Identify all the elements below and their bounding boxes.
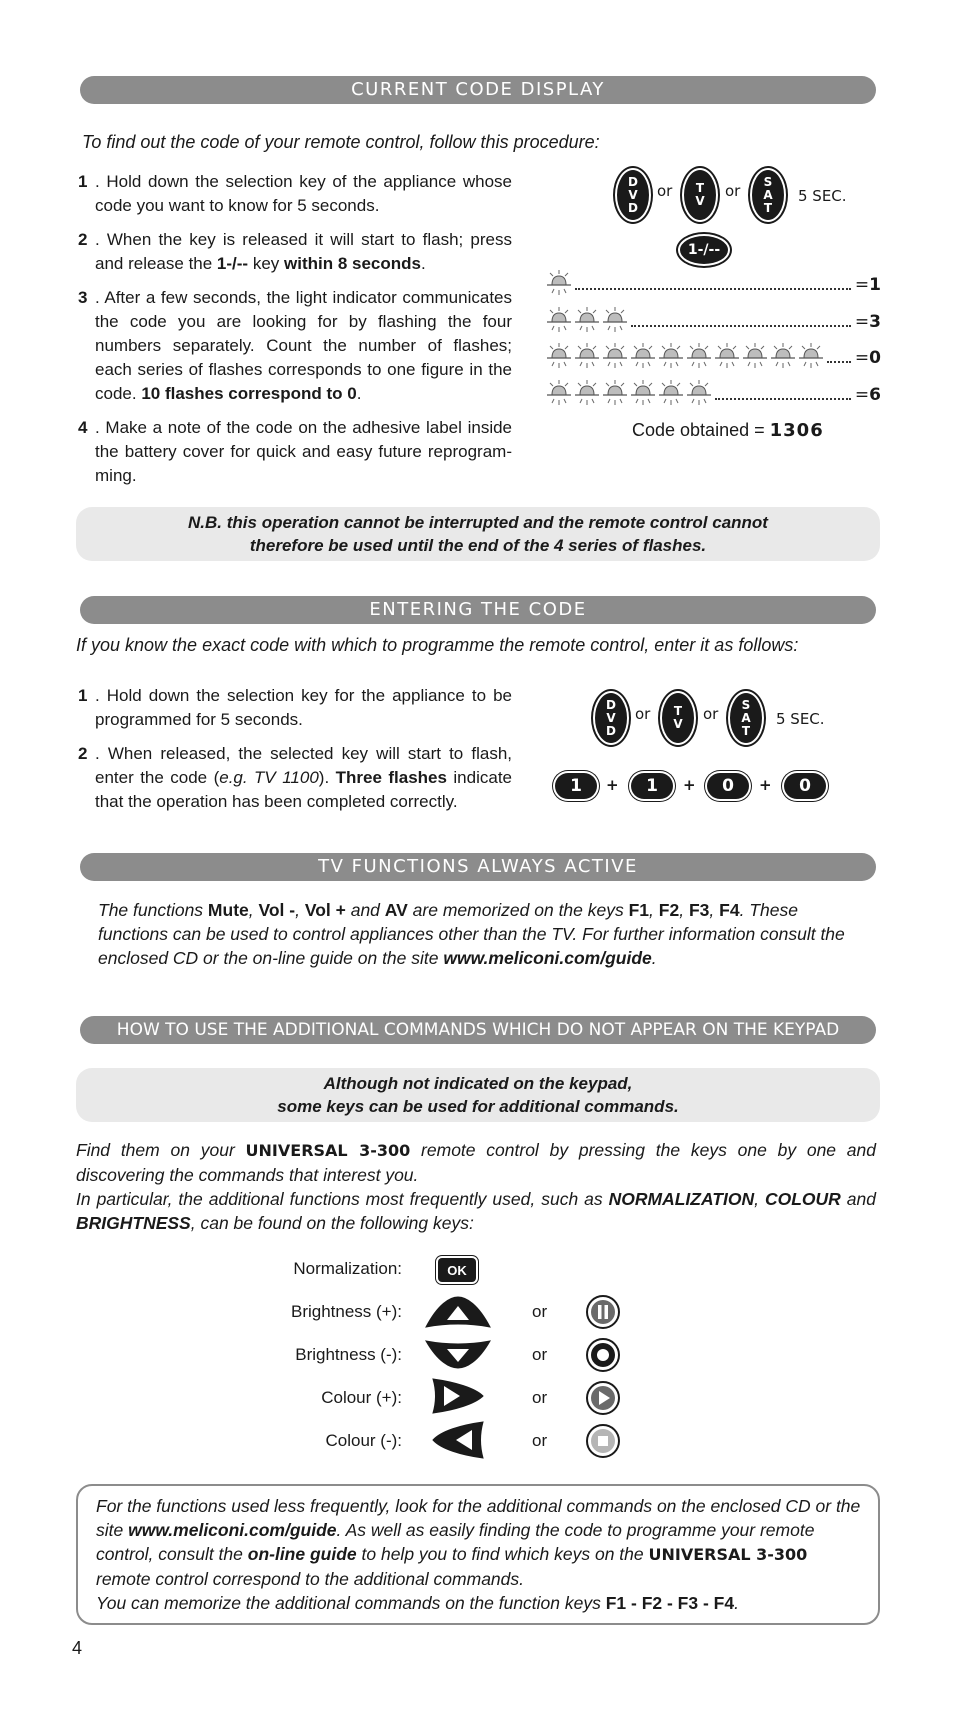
text: You can memorize the additional commands on the function keys — [96, 1593, 606, 1613]
flash-bulbs — [545, 270, 573, 300]
step-number: 3 — [78, 288, 88, 307]
text: are memorized on the keys — [407, 900, 629, 920]
flash-equals: = — [854, 385, 870, 405]
dotted-leader — [715, 398, 851, 400]
additional-paragraph — [76, 1138, 876, 1235]
entering-intro: If you know the exact code with which to programme the remote control, enter it as follows: — [76, 635, 799, 655]
text: remote control by pressing the keys one by one and discovering the commands that interest you. — [76, 1140, 877, 1185]
code-example: e.g. TV 1100 — [219, 768, 319, 787]
step-emphasis: 10 flashes correspond to 0 — [141, 384, 357, 403]
function-vol-up: Vol + — [304, 900, 346, 920]
digit-key-icon: 1-/-- — [680, 236, 728, 264]
flash-light-icon — [657, 343, 685, 373]
step-2 — [62, 742, 512, 814]
text: . — [651, 948, 657, 968]
digit-key-2: 1 — [631, 773, 673, 799]
step-text: . Hold down the selection key for the appliance to be programmed for 5 seconds. — [95, 686, 512, 729]
dotted-leader — [827, 361, 851, 363]
flash-digit: 3 — [869, 312, 881, 332]
flash-light-icon — [741, 343, 769, 373]
command-label-colour-minus: Colour (-): — [325, 1431, 402, 1450]
key-name: 1-/-- — [216, 254, 249, 273]
step-text: . — [420, 254, 426, 273]
additional-info-box — [76, 1484, 880, 1625]
flash-light-icon — [573, 307, 601, 337]
step-2 — [62, 228, 512, 276]
dvd-key-label: D V D — [606, 697, 616, 738]
flash-light-icon — [601, 307, 629, 337]
text: , — [679, 900, 689, 920]
flash-light-icon — [601, 380, 629, 410]
tv-key-label: T V — [673, 704, 683, 731]
or-label: or — [657, 182, 673, 200]
duration-label: 5 SEC. — [798, 187, 847, 205]
text: to help you to find which keys on the — [356, 1544, 649, 1564]
current-code-intro: To find out the code of your remote control, follow this procedure: — [82, 132, 600, 152]
command-label-brightness-plus: Brightness (+): — [290, 1302, 402, 1321]
flash-row — [545, 309, 881, 335]
flash-light-icon — [545, 307, 573, 337]
step-number: 1 — [78, 686, 88, 705]
dotted-leader — [575, 288, 851, 290]
command-label-brightness-minus: Brightness (-): — [295, 1345, 402, 1364]
entering-steps — [62, 684, 512, 824]
flash-light-icon — [545, 380, 573, 410]
function-keys: F1 - F2 - F3 - F4 — [605, 1593, 735, 1613]
step-text: . After a few seconds, the light indicator communicates the code you are looking for by flashing the four numbers separately. Count the number of flashes; each series of flashes corresponds to one figure in the code. — [95, 288, 512, 403]
brightness-term: BRIGHTNESS — [76, 1213, 191, 1233]
product-name: UNIVERSAL 3-300 — [648, 1545, 808, 1564]
code-obtained-label: Code obtained = — [632, 420, 770, 440]
normalization-term: NORMALIZATION — [608, 1189, 755, 1209]
guide-link[interactable]: www.meliconi.com/guide — [443, 948, 652, 968]
dvd-key-icon — [595, 693, 627, 743]
flash-light-icon — [629, 343, 657, 373]
plus-sign: + — [759, 776, 772, 794]
step-text: . Make a note of the code on the adhesive label inside the battery cover for quick and easy future reprogramming. — [95, 418, 512, 485]
text: and — [840, 1189, 876, 1209]
step-number: 2 — [78, 230, 88, 249]
flash-row — [545, 382, 881, 408]
guide-link[interactable]: www.meliconi.com/guide — [128, 1520, 337, 1540]
step-text: indicate that the operation has been completed correctly. — [95, 768, 512, 811]
step-text: key — [248, 254, 284, 273]
note-line: Although not indicated on the keypad, — [323, 1074, 633, 1093]
or-label: or — [532, 1431, 548, 1450]
flash-equals: = — [854, 275, 870, 295]
code-obtained — [632, 420, 824, 441]
text: , — [709, 900, 720, 920]
flash-bulbs — [545, 307, 629, 337]
step-emphasis: Three flashes — [335, 768, 447, 787]
function-av: AV — [384, 900, 408, 920]
text: , — [248, 900, 259, 920]
flash-light-icon — [629, 380, 657, 410]
flash-light-icon — [601, 343, 629, 373]
command-label-normalization: Normalization: — [293, 1259, 402, 1278]
text: and — [345, 900, 385, 920]
left-arrow-key-icon — [430, 1419, 486, 1461]
section-header-entering-code: ENTERING THE CODE — [80, 596, 876, 624]
additional-p1 — [76, 1138, 876, 1187]
sat-key-label: S A T — [763, 174, 773, 215]
flash-light-icon — [685, 380, 713, 410]
flash-light-icon — [713, 343, 741, 373]
nb-note-line: therefore be used until the end of the 4 series of flashes. — [249, 536, 707, 555]
record-key-icon — [585, 1337, 621, 1373]
or-label: or — [703, 705, 719, 723]
tv-key-icon — [662, 693, 694, 743]
or-label: or — [635, 705, 651, 723]
text: , — [649, 900, 659, 920]
key-f3: F3 — [688, 900, 710, 920]
up-arrow-key-icon — [423, 1294, 493, 1330]
step-number: 1 — [78, 172, 88, 191]
tv-key-icon — [684, 170, 716, 220]
flash-equals: = — [854, 348, 870, 368]
code-obtained-value: 1306 — [769, 420, 824, 441]
text: , can be found on the following keys: — [190, 1213, 474, 1233]
plus-sign: + — [606, 776, 619, 794]
info-box-p2 — [96, 1591, 862, 1615]
or-label: or — [532, 1345, 548, 1364]
step-4 — [62, 416, 512, 488]
flash-digit: 1 — [869, 275, 881, 295]
function-vol-down: Vol - — [258, 900, 296, 920]
text: , — [295, 900, 305, 920]
right-arrow-key-icon — [430, 1376, 486, 1416]
digit-key-1: 1 — [555, 773, 597, 799]
nb-note — [76, 507, 880, 561]
text: . — [734, 1593, 739, 1613]
play-key-icon — [585, 1380, 621, 1416]
flash-light-icon — [573, 380, 601, 410]
flash-light-icon — [545, 270, 573, 300]
text: For the functions used less frequently, look for the additional commands on the enclosed CD or the site — [96, 1496, 861, 1540]
text: . As well as easily finding the code to programme your remote control, consult the — [96, 1520, 815, 1564]
step-text: . When released, the selected key will start to flash, enter the code ( — [95, 744, 512, 787]
stop-key-icon — [585, 1423, 621, 1459]
text: Find them on your — [76, 1140, 246, 1160]
page-number: 4 — [72, 1638, 83, 1658]
digit-key-4: 0 — [784, 773, 826, 799]
step-text: . Hold down the selection key of the appliance whose code you want to know for 5 seconds. — [95, 172, 512, 215]
current-code-steps — [62, 170, 512, 498]
or-label: or — [532, 1388, 548, 1407]
step-number: 4 — [78, 418, 88, 437]
colour-term: COLOUR — [764, 1189, 841, 1209]
command-label-colour-plus: Colour (+): — [321, 1388, 402, 1407]
step-1 — [62, 170, 512, 218]
ok-key-icon: OK — [438, 1258, 476, 1282]
text: In particular, the additional functions most frequently used, such as — [76, 1189, 609, 1209]
plus-sign: + — [683, 776, 696, 794]
step-text: . When the key is released it will start to flash; press and release the — [95, 230, 512, 273]
nb-note-line: N.B. this operation cannot be interrupted and the remote control cannot — [188, 513, 768, 532]
flash-light-icon — [769, 343, 797, 373]
step-3 — [62, 286, 512, 406]
info-box-p1 — [96, 1494, 862, 1591]
flash-digit: 6 — [869, 385, 881, 405]
flash-bulbs — [545, 343, 825, 373]
flash-equals: = — [854, 312, 870, 332]
step-number: 2 — [78, 744, 88, 763]
tv-key-label: T V — [695, 181, 705, 208]
digit-key-3: 0 — [707, 773, 749, 799]
step-1 — [62, 684, 512, 732]
dotted-leader — [631, 325, 851, 327]
step-emphasis: within 8 seconds — [284, 254, 421, 273]
step-text: . — [356, 384, 362, 403]
text: The functions — [98, 900, 208, 920]
down-arrow-key-icon — [423, 1338, 493, 1370]
note-line: some keys can be used for additional commands. — [277, 1097, 679, 1116]
tv-functions-text — [98, 898, 868, 970]
step-text: ). — [318, 768, 336, 787]
key-f4: F4 — [719, 900, 740, 920]
section-header-tv-functions: TV FUNCTIONS ALWAYS ACTIVE — [80, 853, 876, 881]
key-f1: F1 — [628, 900, 650, 920]
dvd-key-icon — [617, 170, 649, 220]
flash-light-icon — [657, 380, 685, 410]
dvd-key-label: D V D — [628, 174, 638, 215]
pause-key-icon — [585, 1294, 621, 1330]
flash-light-icon — [685, 343, 713, 373]
duration-label: 5 SEC. — [776, 710, 825, 728]
flash-light-icon — [545, 343, 573, 373]
or-label: or — [532, 1302, 548, 1321]
flash-light-icon — [573, 343, 601, 373]
sat-key-label: S A T — [741, 697, 751, 738]
or-label: or — [725, 182, 741, 200]
flash-bulbs — [545, 380, 713, 410]
flash-digit: 0 — [869, 348, 881, 368]
online-guide-term: on-line guide — [247, 1544, 357, 1564]
flash-light-icon — [797, 343, 825, 373]
sat-key-icon — [730, 693, 762, 743]
flash-row — [545, 345, 881, 371]
flash-row — [545, 272, 881, 298]
text: . These functions can be used to control appliances other than the TV. For further information consult the enclosed CD or the on-line guide on the site — [98, 900, 845, 968]
text: remote control correspond to the additional commands. — [96, 1569, 525, 1589]
section-header-current-code: CURRENT CODE DISPLAY — [80, 76, 876, 104]
key-f2: F2 — [658, 900, 680, 920]
function-mute: Mute — [207, 900, 249, 920]
text: , — [754, 1189, 765, 1209]
additional-note — [76, 1068, 880, 1122]
product-name: UNIVERSAL 3-300 — [245, 1141, 411, 1160]
section-header-additional-commands: HOW TO USE THE ADDITIONAL COMMANDS WHICH DO NOT APPEAR ON THE KEYPAD — [80, 1016, 876, 1044]
sat-key-icon — [752, 170, 784, 220]
additional-p2 — [76, 1187, 876, 1235]
